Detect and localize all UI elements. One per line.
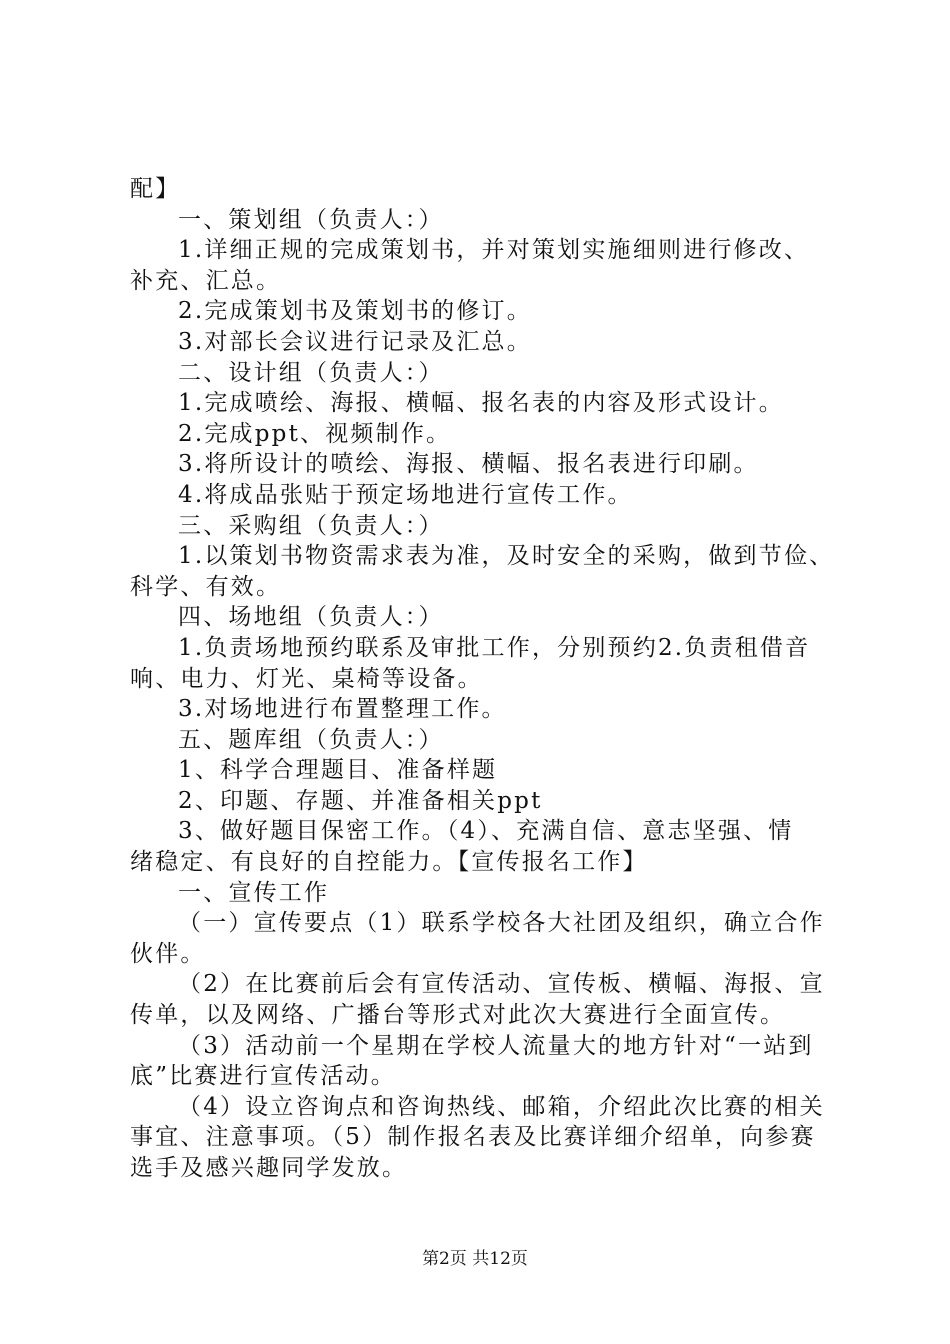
- text-line: 事宜、注意事项。（5）制作报名表及比赛详细介绍单，向参赛: [130, 1124, 816, 1151]
- text-line: 3.将所设计的喷绘、海报、横幅、报名表进行印刷。: [178, 451, 759, 478]
- text-line: 3.对场地进行布置整理工作。: [178, 696, 507, 723]
- text-line: 四、场地组（负责人：）: [178, 604, 444, 631]
- text-line: 二、设计组（负责人：）: [178, 359, 444, 386]
- text-line: 响、电力、灯光、桌椅等设备。: [130, 665, 483, 692]
- text-line: 1.负责场地预约联系及审批工作，分别预约2.负责租借音: [178, 634, 811, 661]
- text-line: 一、策划组（负责人：）: [178, 206, 444, 233]
- text-line: 底”比赛进行宣传活动。: [130, 1063, 396, 1090]
- text-line: 2、印题、存题、并准备相关ppt: [178, 787, 543, 814]
- text-line: 1.以策划书物资需求表为准，及时安全的采购，做到节俭、: [178, 543, 835, 570]
- text-line: 补充、汇总。: [130, 267, 282, 294]
- text-line: 1、科学合理题目、准备样题: [178, 757, 498, 784]
- text-line: 选手及感兴趣同学发放。: [130, 1155, 408, 1181]
- text-line: 一、宣传工作: [178, 879, 330, 906]
- text-line: （4）设立咨询点和咨询热线、邮箱，介绍此次比赛的相关: [178, 1093, 825, 1120]
- text-line: 科学、有效。: [130, 573, 282, 600]
- text-line: 绪稳定、有良好的自控能力。【宣传报名工作】: [130, 849, 648, 876]
- text-line: 3.对部长会议进行记录及汇总。: [178, 328, 532, 355]
- text-line: （2）在比赛前后会有宣传活动、宣传板、横幅、海报、宣: [178, 971, 825, 998]
- text-line: 五、题库组（负责人：）: [178, 726, 444, 753]
- text-line: 2.完成ppt、视频制作。: [178, 420, 452, 447]
- text-line: 伙伴。: [130, 940, 206, 967]
- text-line: 三、采购组（负责人：）: [178, 512, 444, 539]
- text-line: 3、做好题目保密工作。（4）、充满自信、意志坚强、情: [178, 818, 794, 845]
- text-line: 配】: [130, 176, 181, 202]
- page-number-footer: 第2页 共12页: [422, 1249, 528, 1269]
- text-line: 传单，以及网络、广播台等形式对此次大赛进行全面宣传。: [130, 1002, 786, 1029]
- text-line: 2.完成策划书及策划书的修订。: [178, 298, 532, 325]
- text-line: （一）宣传要点（1）联系学校各大社团及组织，确立合作: [178, 910, 825, 937]
- document-body: [130, 174, 835, 1184]
- text-line: 4.将成品张贴于预定场地进行宣传工作。: [178, 481, 633, 508]
- text-line: （3）活动前一个星期在学校人流量大的地方针对“一站到: [178, 1032, 814, 1059]
- text-line: 1.详细正规的完成策划书，并对策划实施细则进行修改、: [178, 237, 810, 264]
- text-line: 1.完成喷绘、海报、横幅、报名表的内容及形式设计。: [178, 390, 784, 417]
